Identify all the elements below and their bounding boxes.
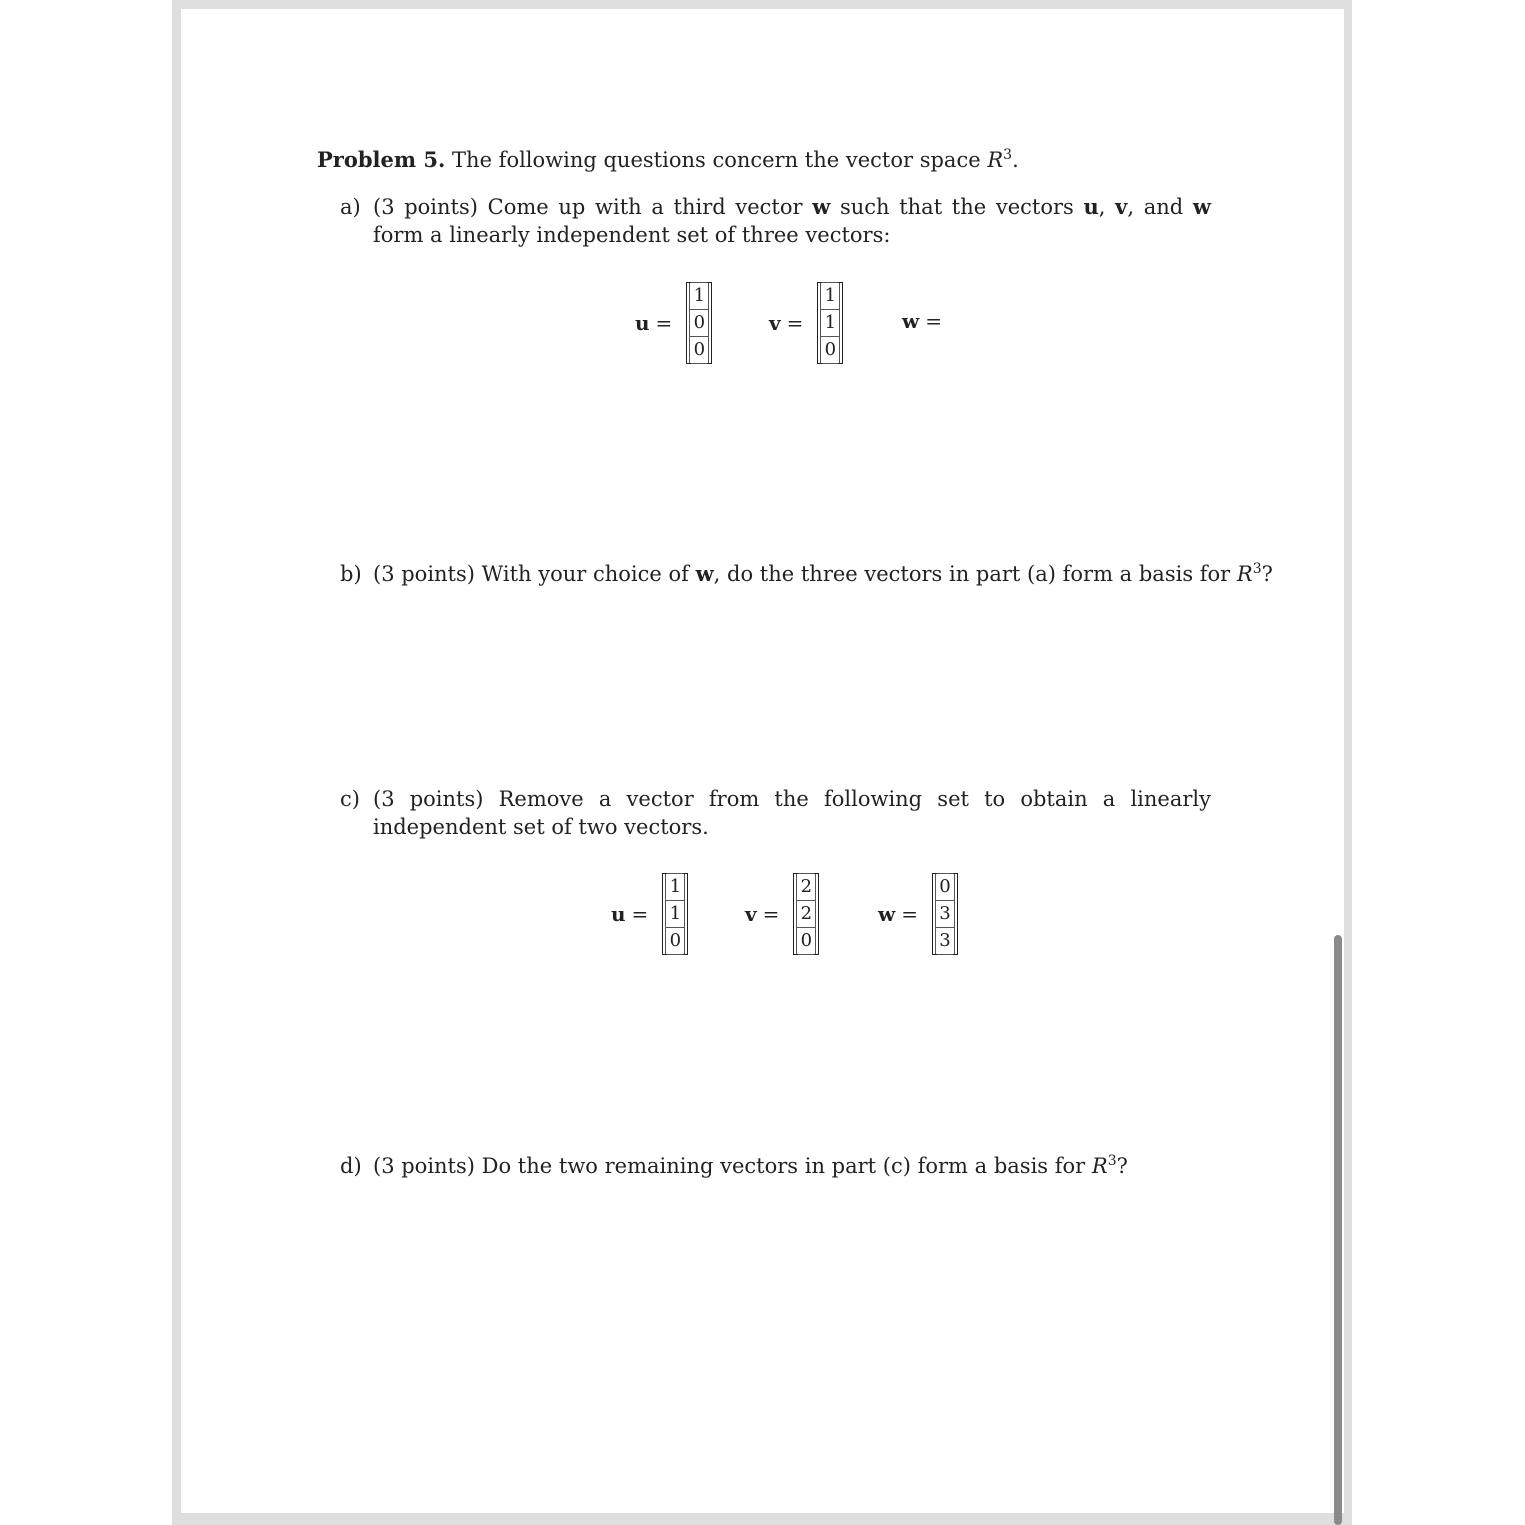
vector-entry: 3 <box>935 901 955 928</box>
vector-entry: 0 <box>796 928 816 955</box>
part-a-u: u <box>1083 194 1099 219</box>
vector-entry: 0 <box>689 310 709 337</box>
part-a-w-2: w <box>1192 194 1211 219</box>
part-b-text-2: , do the three vectors in part (a) form a basis for <box>713 562 1231 586</box>
part-c-vector-v <box>745 873 819 955</box>
part-b-end: ? <box>1261 562 1273 586</box>
vector-name: v <box>769 311 781 335</box>
part-b-label: b) <box>340 562 362 586</box>
problem-intro: The following questions concern the vector space <box>452 148 981 172</box>
space-exponent: 3 <box>1252 561 1262 577</box>
vector-entry: 1 <box>820 282 840 310</box>
part-c-points: (3 points) <box>373 787 484 811</box>
part-a-sep-2: , and <box>1127 195 1184 219</box>
part-a-vector-w <box>902 309 956 333</box>
vector-name: w <box>902 309 920 333</box>
part-a-vector-v <box>769 282 843 364</box>
problem-heading <box>317 146 1217 174</box>
part-d-points: (3 points) <box>373 1154 475 1178</box>
space-symbol: R <box>987 148 1004 172</box>
part-a-text <box>373 193 1211 249</box>
part-a-text-3: form a linearly independent set of three vectors: <box>373 223 891 247</box>
problem-label: Problem 5. <box>317 147 446 172</box>
space-symbol: R <box>1091 1154 1108 1178</box>
vector-name: w <box>878 902 896 926</box>
equals-sign: = <box>901 902 918 926</box>
part-a-sep-1: , <box>1098 195 1106 219</box>
part-a-points: (3 points) <box>373 195 478 219</box>
column-vector <box>932 873 958 955</box>
problem-intro-end: . <box>1012 148 1019 172</box>
vector-entry: 3 <box>935 928 955 955</box>
equals-sign: = <box>925 309 942 333</box>
vector-entry: 1 <box>665 873 685 901</box>
part-b-w: w <box>695 561 714 586</box>
part-a-w: w <box>812 194 831 219</box>
column-vector <box>817 282 843 364</box>
space-symbol: R <box>1236 562 1253 586</box>
column-vector <box>793 873 819 955</box>
part-d-label: d) <box>340 1154 362 1178</box>
space-exponent: 3 <box>1003 147 1013 163</box>
column-vector <box>662 873 688 955</box>
part-b-text <box>373 560 1273 588</box>
part-d-end: ? <box>1116 1154 1128 1178</box>
vector-entry: 0 <box>665 928 685 955</box>
column-vector <box>686 282 712 364</box>
part-d-text <box>373 1152 1211 1180</box>
part-c-label: c) <box>340 787 360 811</box>
vector-name: u <box>635 311 650 335</box>
part-a-text-2: such that the vectors <box>839 195 1074 219</box>
part-c-body: Remove a vector from the following set to obtain a linearly independent set of two vectors. <box>373 787 1211 839</box>
part-c-vector-u <box>611 873 688 955</box>
vector-entry: 2 <box>796 873 816 901</box>
vector-entry: 1 <box>665 901 685 928</box>
part-d-body: Do the two remaining vectors in part (c) form a basis for <box>481 1154 1086 1178</box>
vertical-scrollbar[interactable] <box>1334 935 1342 1525</box>
part-b-text-1: With your choice of <box>481 562 689 586</box>
part-a-text-1: Come up with a third vector <box>487 195 803 219</box>
vector-entry: 1 <box>820 310 840 337</box>
vector-entry: 1 <box>689 282 709 310</box>
space-exponent: 3 <box>1107 1153 1117 1169</box>
vector-entry: 0 <box>935 873 955 901</box>
equals-sign: = <box>786 311 804 335</box>
equals-sign: = <box>655 311 673 335</box>
vector-entry: 2 <box>796 901 816 928</box>
vector-name: u <box>611 902 626 926</box>
part-a-vector-u <box>635 282 712 364</box>
vector-name: v <box>745 902 757 926</box>
part-c-text <box>373 785 1211 841</box>
equals-sign: = <box>762 902 780 926</box>
equals-sign: = <box>631 902 649 926</box>
vector-entry: 0 <box>820 337 840 364</box>
part-c-vector-w <box>878 873 958 955</box>
part-a-v: v <box>1115 194 1128 219</box>
part-a-label: a) <box>340 195 361 219</box>
part-b-points: (3 points) <box>373 562 475 586</box>
vector-entry: 0 <box>689 337 709 364</box>
